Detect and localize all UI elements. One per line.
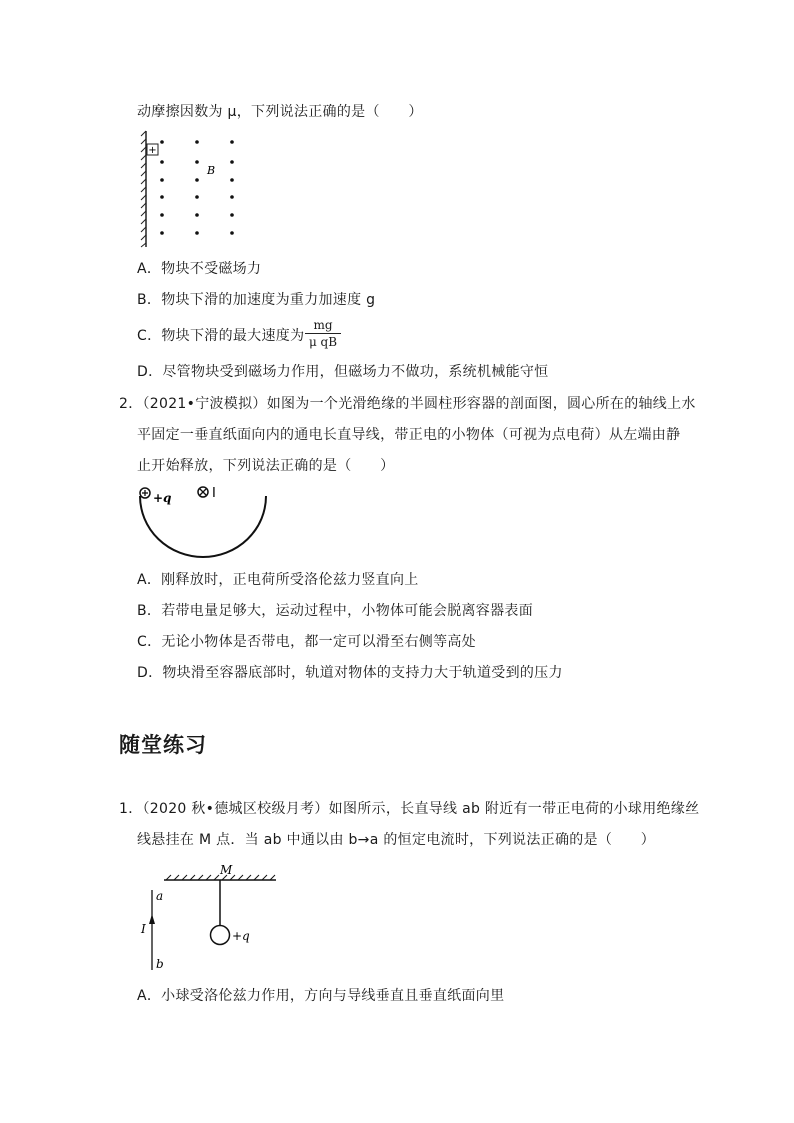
- hanging-ball-wire-figure: [138, 862, 280, 974]
- question-intro-tail: 动摩擦因数为 μ，下列说法正确的是（ ）: [137, 104, 423, 120]
- current-label: I: [212, 486, 216, 501]
- field-b-label: B: [207, 164, 216, 177]
- max-speed-fraction: [305, 318, 341, 349]
- fraction-numerator: mg: [313, 318, 333, 332]
- block-plus-sign: +: [148, 145, 157, 156]
- wire-end-a-label: a: [156, 889, 164, 903]
- option-c: C．物块下滑的最大速度为: [137, 328, 305, 344]
- charged-ball: [211, 926, 230, 945]
- field-dots: [160, 140, 234, 235]
- option-d: D．尽管物块受到磁场力作用，但磁场力不做功，系统机械能守恒: [137, 364, 549, 380]
- q1-stem-line-1: 1．（2020 秋•德城区校级月考）如图所示，长直导线 ab 附近有一带正电荷的小球用绝缘丝: [119, 801, 700, 817]
- option-b: B．物块下滑的加速度为重力加速度 g: [137, 292, 376, 308]
- current-arrow-icon: [149, 914, 155, 924]
- current-i-label: I: [141, 922, 146, 936]
- q2-stem-line-3: 止开始释放，下列说法正确的是（ ）: [137, 458, 395, 474]
- fraction-denominator: μ qB: [308, 335, 338, 349]
- ball-charge-label: +q: [232, 929, 250, 943]
- wire-end-b-label: b: [156, 957, 164, 971]
- q2-stem-line-2: 平固定一垂直纸面向内的通电长直导线，带正电的小物体（可视为点电荷）从左端由静: [137, 427, 681, 443]
- q2-option-a: A．刚释放时，正电荷所受洛伦兹力竖直向上: [137, 572, 419, 588]
- q2-stem-line-1: 2．（2021•宁波模拟）如图为一个光滑绝缘的半圆柱形容器的剖面图，圆心所在的轴线上水: [119, 396, 696, 412]
- q1-stem-line-2: 线悬挂在 M 点．当 ab 中通以由 b→a 的恒定电流时，下列说法正确的是（ ）: [137, 832, 656, 848]
- q2-option-d: D．物块滑至容器底部时，轨道对物体的支持力大于轨道受到的压力: [137, 665, 563, 681]
- q2-option-c: C．无论小物体是否带电，都一定可以滑至右侧等高处: [137, 634, 476, 650]
- section-title: 随堂练习: [119, 733, 207, 757]
- q1-option-a: A．小球受洛伦兹力作用，方向与导线垂直且垂直纸面向里: [137, 988, 505, 1004]
- charge-label: +q: [153, 491, 172, 505]
- q2-option-b: B．若带电量足够大，运动过程中，小物体可能会脱离容器表面: [137, 603, 534, 619]
- point-m-label: M: [220, 863, 233, 877]
- magnetic-field-figure: [138, 128, 248, 250]
- semicircle-container-figure: [136, 484, 272, 560]
- option-a: A．物块不受磁场力: [137, 261, 262, 277]
